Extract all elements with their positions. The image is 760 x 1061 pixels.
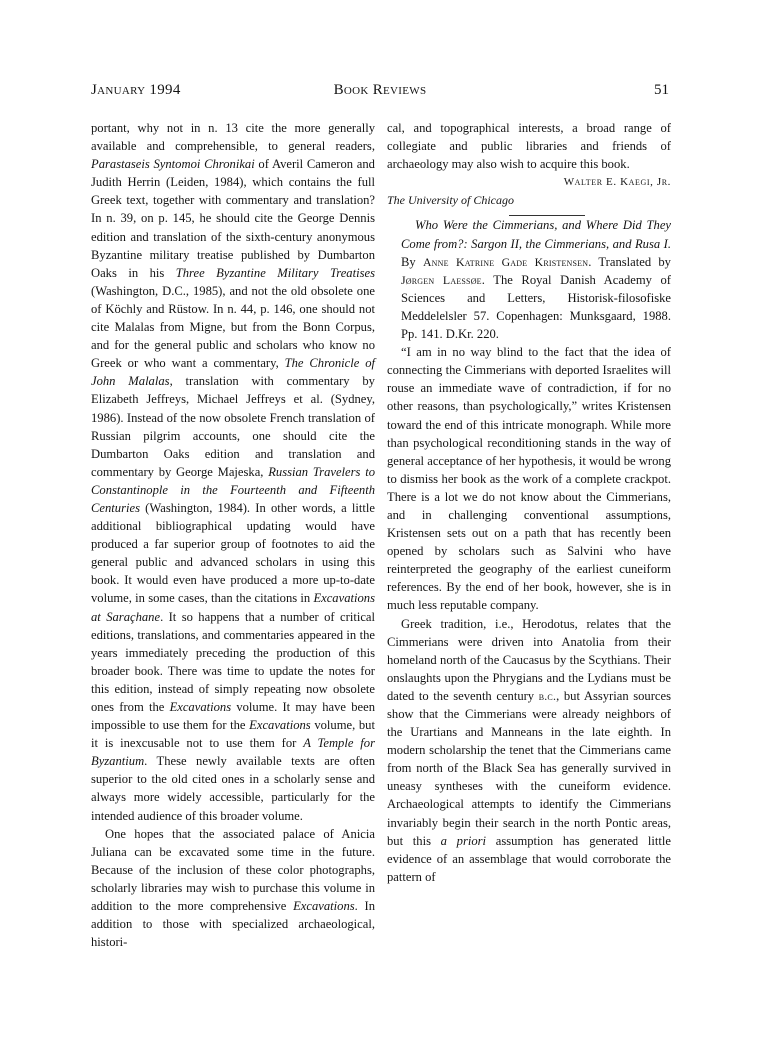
text-segment: . It so happens that a number of critical editions, translations, and commentaries appeared in the years immediately preceding the production of this broader book. There was time to update the notes for this edition, instead of simply repeating now obsolete ones from the [91,609,375,714]
text-segment: . Translated by [588,254,671,269]
page-number: 51 [654,82,669,98]
cited-title: Excavations at Saraçhane [91,591,375,624]
left-column [91,119,375,951]
cited-title: The Chronicle of John Malalas [91,356,375,389]
text-segment: assumption has generated little evidence of an assemblage that would corroborate the pattern of [387,833,672,884]
book-translator: Jørgen Laessøe [401,272,482,287]
text-segment: volume, but it is inexcusable not to use them for [91,718,375,751]
review-paragraph [91,119,375,825]
book-title: Who Were the Cimmerians, and Where Did They Come from?: Sargon II, the Cimmerians, and Rusa I. [401,218,671,251]
text-segment: , but Assyrian sources show that the Cimmerians were already neighbors of the Urartians and Manneans in the late eighth. In modern scholarship the tenet that the Cimmerians came from north of the Black Sea has generally survived in uneasy syntheses with the cuneiform evidence. Archaeological attempts to identify the Cimmerians invariably begin their search in the north Pontic areas, but this [387,688,671,848]
text-segment: Greek tradition, i.e., Herodotus, relates that the Cimmerians were driven into Anatolia from their homeland north of the Caucasus by the Scythians. Their onslaughts upon the Phrygians and the Lydians must be dated to the seventh century [387,616,671,703]
review-paragraph: “I am in no way blind to the fact that the idea of connecting the Cimmerians with deported Israelites will rouse an immediate wave of contradiction, if for no other reasons, than psychologically,” writes Kristensen toward the end of this intricate monograph. While more than psychological reconditioning stands in the way of general acceptance of her hypothesis, it would be wrong to dismiss her book as the work of a complete crackpot. There is a lot we do not know about the Cimmerians, and in challenging conventional assumptions, Kristensen sets out on a path that has recently been opened by scholars such as Salvini who have reinterpreted the geography of the earliest cuneiform references. By the end of her book, however, she is in much less reputable company. [387,345,671,613]
cited-title: Three Byzantine Military Treatises [175,265,375,280]
journal-date: January 1994 [91,82,181,98]
right-column [387,119,671,886]
text-segment: By [401,254,423,269]
cited-title: Russian Travelers to Constantinople in the Fourteenth and Fifteenth Centuries [91,464,375,515]
text-segment: . In addition to those with specialized archaeological, histori- [91,899,375,950]
cited-title: A Temple for Byzantium [91,736,375,769]
text-segment: (Washington, D.C., 1985), and not the old obsolete one of Köchly and Rüstow. In n. 44, p. 146, one should not cite Malalas from Migne, but from the Bonn Corpus, and for the general public and scholars who know no Greek or who want a commentary, [91,283,375,371]
book-citation [387,216,671,343]
text-segment: of Averil Cameron and Judith Herrin (Leiden, 1984), which contains the full Greek text, together with commentary and translation? In n. 39, on p. 145, he should cite the George Dennis edition and translation of the sixth-century anonymous Byzantine military treatise published by Dumbarton Oaks in his [91,157,375,280]
cited-title: Excavations [169,700,232,714]
text-segment: volume. It may have been impossible to use them for the [91,700,375,733]
cited-title: Excavations [249,718,311,733]
reviewer-name: Walter E. Kaegi, Jr. [563,176,671,189]
book-author: Anne Katrine Gade Kristensen [422,254,589,269]
text-segment: . The Royal Danish Academy of Sciences and Letters, Historisk-filosofiske Meddelelsler 57. Copenhagen: Munksgaard, 1988. Pp. 141. D.Kr. 220. [401,272,671,342]
cited-title: Excavations [293,899,355,914]
review-paragraph [387,615,671,886]
text-segment: portant, why not in n. 13 cite the more generally available and comprehensible, to general readers, [91,121,375,154]
review-paragraph [91,825,375,952]
text-segment: (Washington, 1984). In other words, a little additional bibliographical updating would have produced a far superior group of footnotes to aid the general public and advanced scholars in using this book. It would even have produced a more up-to-date volume, in some cases, than the citations in [91,500,375,606]
section-title: Book Reviews [333,82,427,98]
text-segment: , translation with commentary by Elizabeth Jeffreys, Michael Jeffreys et al. (Sydney, 1986). Instead of the now obsolete French translation of Russian pilgrim accounts, one should cite the Dumbarton Oaks edition and translation and commentary by George Majeska, [91,374,375,479]
era-abbreviation: b.c. [538,688,557,703]
text-segment: . These newly available texts are often superior to the old cited ones in a scholarly sense and always more widely accessible, particularly for the intended audience of this broader volume. [91,754,375,823]
cited-title: Parastaseis Syntomoi Chronikai [91,157,255,172]
reviewer-affiliation: The University of Chicago [387,193,514,208]
running-head [91,80,669,100]
review-paragraph: cal, and topographical interests, a broad range of collegiate and public libraries and friends of archaeology may also wish to acquire this book. [387,121,671,172]
text-segment: One hopes that the associated palace of Anicia Juliana can be excavated some time in the future. Because of the inclusion of these color photographs, scholarly libraries may wish to purchase this volume in addition to the more comprehensive [91,826,375,914]
latin-phrase: a priori [440,833,487,848]
